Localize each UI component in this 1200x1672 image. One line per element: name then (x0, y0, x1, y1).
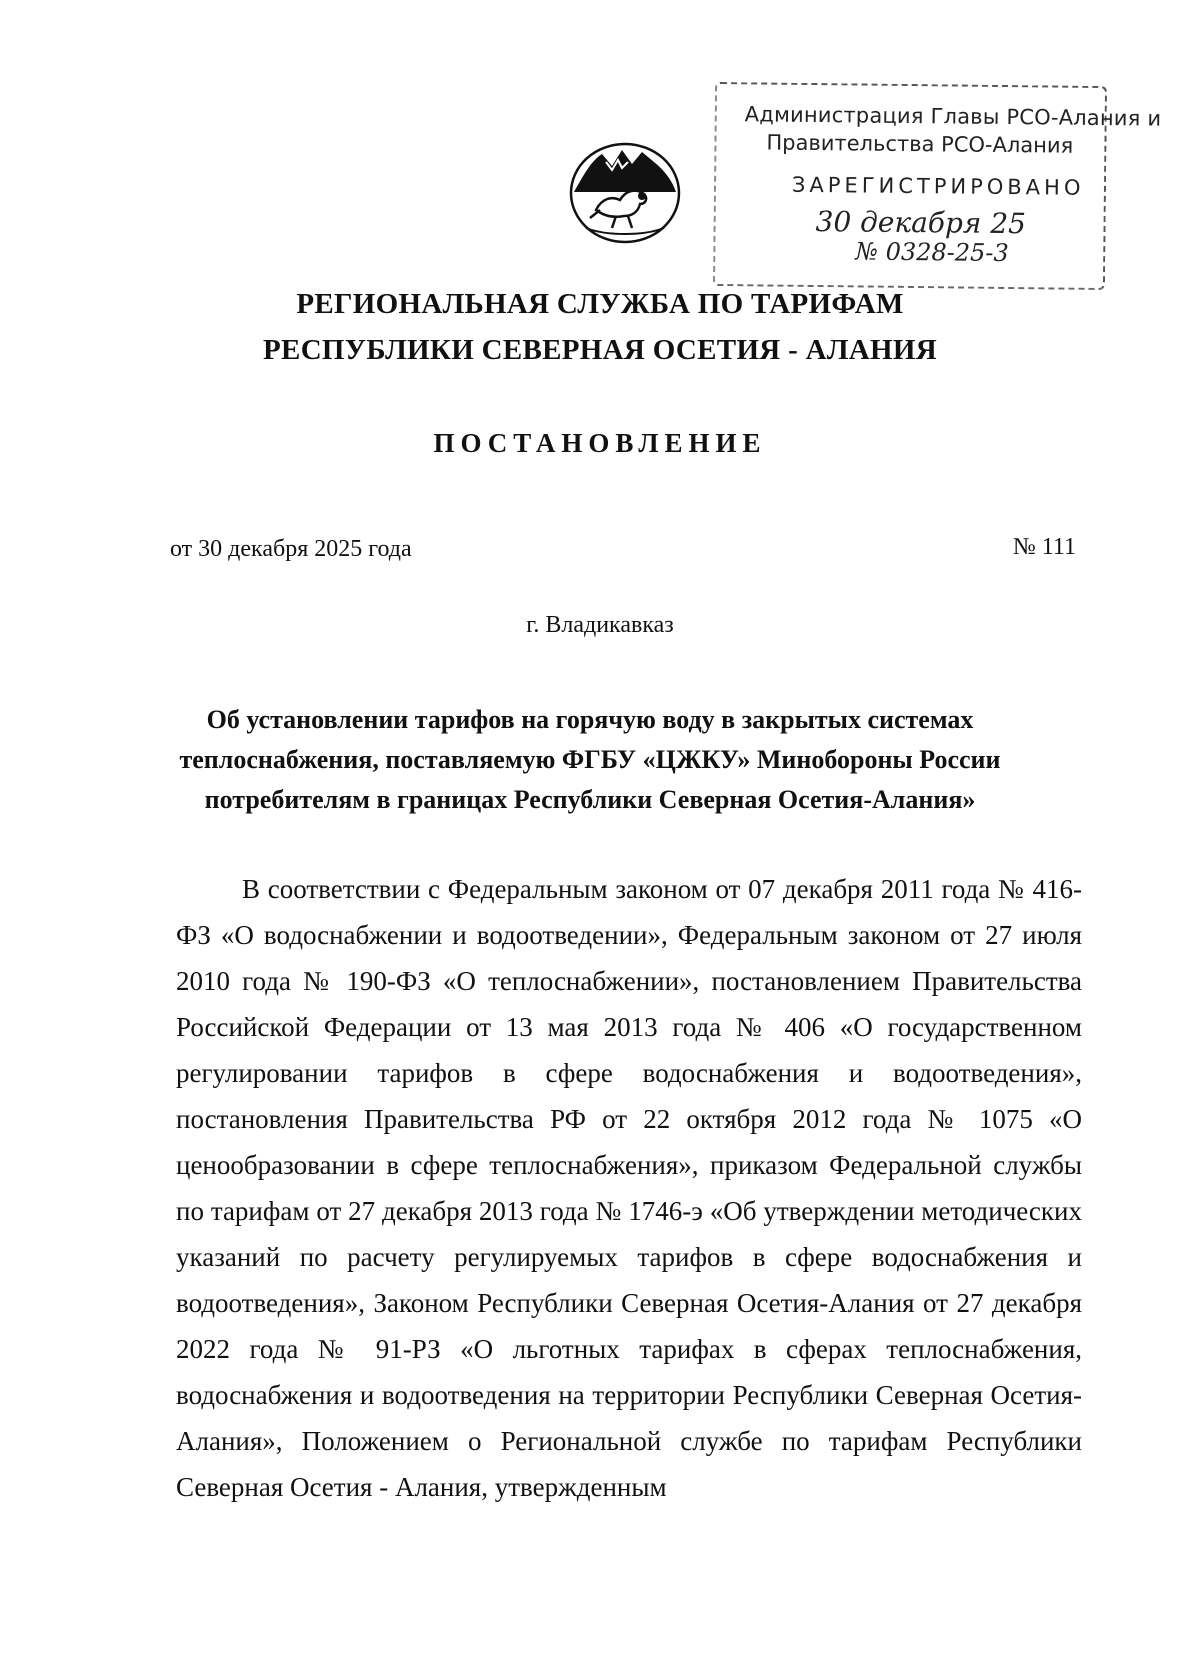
stamp-registered-label: ЗАРЕГИСТРИРОВАНО (791, 172, 1085, 200)
stamp-handwritten-date: 30 декабря 25 (815, 205, 1027, 241)
registration-stamp (713, 82, 1162, 290)
organization-name-line1: РЕГИОНАЛЬНАЯ СЛУЖБА ПО ТАРИФАМ (296, 288, 904, 320)
document-title-line3: потребителям в границах Республики Северная Осетия-Алания» (204, 785, 976, 814)
document-type-heading: ПОСТАНОВЛЕНИЕ (433, 428, 767, 458)
document-title (150, 700, 1030, 820)
stamp-government-line: Правительства РСО-Алания (766, 130, 1074, 158)
coat-of-arms-emblem (566, 140, 684, 246)
document-title-line1: Об установлении тарифов на горячую воду в закрытых системах (206, 705, 974, 734)
stamp-authority-line: Администрация Главы РСО-Алания и (744, 102, 1162, 131)
stamp-handwritten-number: № 0328-25-3 (855, 237, 1009, 268)
body-paragraph: В соответствии с Федеральным законом от 07 декабря 2011 года № 416-ФЗ «О водоснабжении и водоотведении», Федеральным законом от 27 июля 2010 года № 190-ФЗ «О теплоснабжении», постановлением Правительства Российской Федерации от 13 мая 2013 года № 406 «О государственном регулировании тарифов в сфере водоснабжения и водоотведения», постановления Правительства РФ от 22 октября 2012 года № 1075 «О ценообразовании в сфере теплоснабжения», приказом Федеральной службы по тарифам от 27 декабря 2013 года № 1746-э «Об утверждении методических указаний по расчету регулируемых тарифов в сфере водоснабжения и водоотведения», Законом Республики Северная Осетия-Алания от 27 декабря 2022 года № 91-РЗ «О льготных тарифах в сферах теплоснабжения, водоснабжения и водоотведения на территории Республики Северная Осетия-Алания», Положением о Региональной службе по тарифам Республики Северная Осетия - Алания, утвержденным (176, 874, 1082, 1502)
document-number: № 111 (1012, 534, 1076, 560)
document-city: г. Владикавказ (526, 612, 674, 638)
document-title-line2: теплоснабжения, поставляемую ФГБУ «ЦЖКУ» Минобороны России (179, 745, 1001, 774)
organization-name-line2: РЕСПУБЛИКИ СЕВЕРНАЯ ОСЕТИЯ - АЛАНИЯ (263, 334, 937, 366)
document-date: от 30 декабря 2025 года (170, 536, 412, 562)
